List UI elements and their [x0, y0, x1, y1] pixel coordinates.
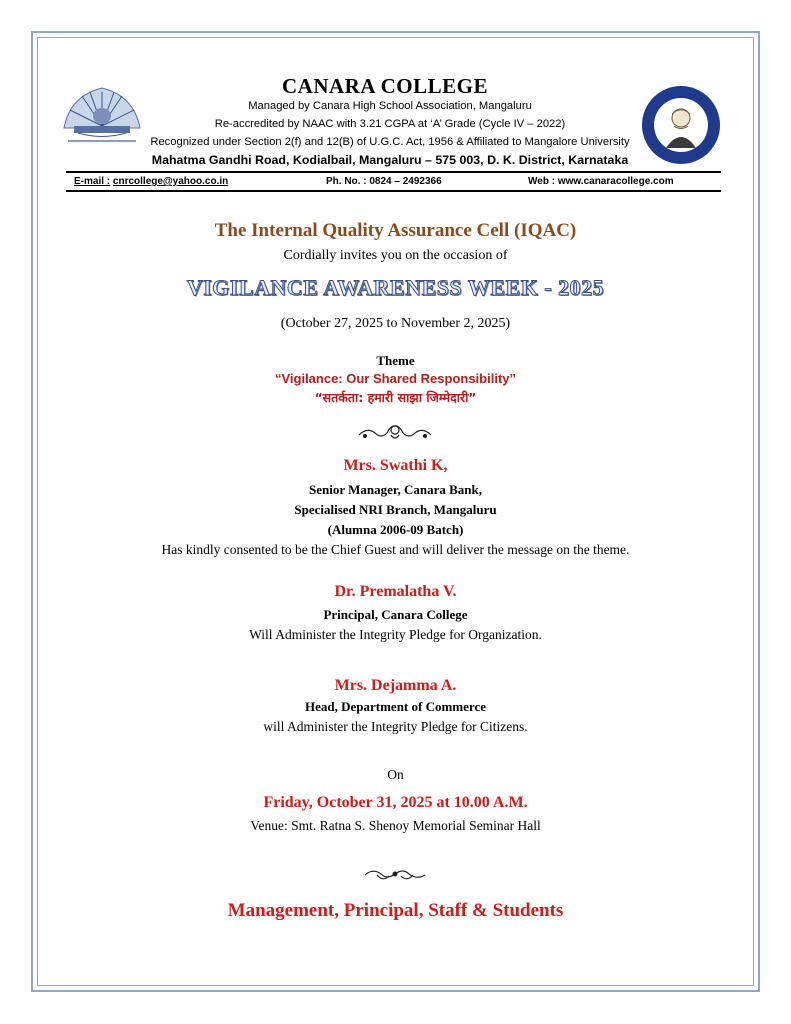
guest-alumna: (Alumna 2006-09 Batch)	[327, 522, 464, 537]
recognition-line: Recognized under Section 2(f) and 12(B) of U.G.C. Act, 1956 & Affiliated to Mangalore University	[150, 136, 630, 148]
hod-role: will Administer the Integrity Pledge for Citizens.	[263, 719, 528, 734]
event-venue: Venue: Smt. Ratna S. Shenoy Memorial Seminar Hall	[250, 818, 541, 833]
header-rule-bottom	[66, 190, 721, 192]
managed-by-line: Managed by Canara High School Association, Mangaluru	[248, 100, 532, 112]
web-link[interactable]: www.canaracollege.com	[557, 176, 674, 187]
email-link[interactable]: cnrcollege@yahoo.co.in	[112, 176, 229, 187]
iqac-heading: The Internal Quality Assurance Cell (IQAC)	[214, 220, 577, 241]
hod-name: Mrs. Dejamma A.	[334, 677, 457, 694]
theme-hindi: “सतर्कता: हमारी साझा जिम्मेदारी”	[314, 390, 477, 405]
address-line: Mahatma Gandhi Road, Kodialbail, Mangaluru – 575 003, D. K. District, Karnataka	[151, 153, 629, 167]
principal-title: Principal, Canara College	[323, 607, 468, 622]
guest-name: Mrs. Swathi K,	[343, 457, 448, 474]
invite-line: Cordially invites you on the occasion of	[283, 248, 508, 263]
guest-role: Has kindly consented to be the Chief Guest and will deliver the message on the theme.	[161, 542, 630, 557]
email-label: E-mail :	[74, 176, 111, 187]
header-rule-top	[66, 171, 721, 173]
event-datetime: Friday, October 31, 2025 at 10.00 A.M.	[263, 794, 528, 811]
guest-branch: Specialised NRI Branch, Mangaluru	[294, 502, 497, 517]
college-emblem-left	[60, 82, 144, 153]
on-label: On	[387, 767, 404, 782]
phone-contact	[326, 176, 442, 187]
principal-role: Will Administer the Integrity Pledge for Organization.	[249, 627, 542, 642]
phone-label: Ph. No. :	[326, 176, 367, 187]
event-dates: (October 27, 2025 to November 2, 2025)	[280, 316, 511, 331]
guest-designation: Senior Manager, Canara Bank,	[309, 482, 482, 497]
theme-label: Theme	[376, 353, 415, 368]
theme-english: “Vigilance: Our Shared Responsibility”	[274, 371, 517, 386]
email-contact	[74, 176, 228, 187]
accreditation-line: Re-accredited by NAAC with 3.21 CGPA at ‘A’ Grade (Cycle IV – 2022)	[214, 118, 566, 130]
ornament-flourish-icon	[363, 866, 427, 889]
principal-name: Dr. Premalatha V.	[334, 583, 457, 600]
hod-title: Head, Department of Commerce	[305, 699, 486, 714]
ornament-divider-icon	[355, 421, 435, 448]
signoff-line: Management, Principal, Staff & Students	[227, 900, 564, 921]
web-label: Web :	[528, 176, 556, 187]
college-name: CANARA COLLEGE	[282, 74, 488, 98]
phone-value: 0824 – 2492366	[369, 176, 442, 187]
web-contact	[528, 176, 674, 187]
event-title: VIGILANCE AWARENESS WEEK - 2025	[186, 275, 605, 300]
